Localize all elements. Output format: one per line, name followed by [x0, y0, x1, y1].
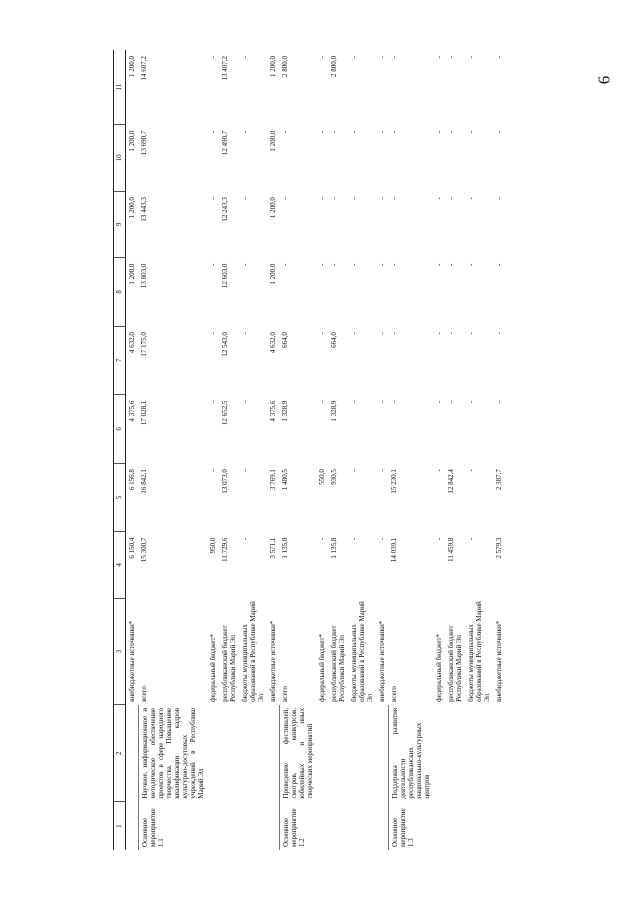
measure-cell — [328, 802, 348, 850]
amount-cell: - — [378, 537, 387, 540]
amount-cell: - — [208, 469, 217, 472]
amount-cell: - — [467, 56, 476, 59]
amount-cell: - — [281, 197, 290, 200]
amount-cell: 12 842,4 — [447, 469, 456, 494]
table-row — [239, 50, 267, 850]
amount-cell: 1 200,0 — [128, 130, 136, 152]
budget-table — [113, 50, 505, 850]
amount-cell: 2 800,0 — [329, 56, 338, 77]
amount-cell: - — [378, 197, 387, 200]
funding-source-cell: федеральный бюджет* — [208, 633, 217, 702]
amount-cell: 1 200,0 — [128, 56, 136, 77]
amount-cell: 11 459,8 — [447, 537, 456, 562]
amount-cell: - — [317, 263, 326, 266]
funding-source-cell: бюджеты муниципальных образований в Республике Марий Эл — [350, 601, 375, 702]
amount-cell: 664,0 — [281, 332, 290, 348]
amount-cell: - — [467, 263, 476, 266]
amount-cell: - — [350, 537, 359, 540]
amount-cell: - — [435, 130, 443, 134]
amount-cell: 1 135,8 — [329, 537, 338, 559]
measure-cell — [219, 802, 239, 850]
amount-cell: - — [281, 130, 290, 134]
measure-cell — [239, 802, 267, 850]
amount-cell: - — [447, 56, 456, 59]
amount-cell: - — [241, 400, 250, 403]
funding-source-cell: всего — [281, 686, 290, 702]
table-row — [328, 50, 348, 850]
amount-cell: 15 300,7 — [140, 537, 149, 563]
measure-name-cell — [126, 705, 139, 802]
amount-cell: - — [350, 400, 359, 403]
amount-cell: - — [435, 400, 443, 403]
measure-cell — [126, 802, 139, 850]
column-header-5: 5 — [114, 463, 126, 532]
amount-cell: - — [208, 56, 217, 59]
amount-cell: - — [435, 332, 443, 335]
amount-cell: - — [317, 56, 326, 59]
amount-cell: - — [241, 537, 250, 540]
measure-name-cell — [445, 705, 465, 802]
funding-source-cell: внебюджетные источники* — [269, 620, 278, 702]
funding-source-cell: внебюджетные источники* — [378, 620, 387, 702]
funding-source-cell: внебюджетные источники* — [128, 620, 136, 702]
funding-source-cell: федеральный бюджет* — [435, 633, 443, 702]
amount-cell: - — [390, 332, 399, 335]
amount-cell: 1 200,0 — [128, 197, 136, 219]
amount-cell: - — [208, 197, 217, 200]
funding-source-cell: республиканский бюджет Республики Марий Эл — [329, 625, 347, 702]
amount-cell: - — [241, 130, 250, 134]
measure-cell — [376, 802, 388, 850]
amount-cell: 13 407,2 — [220, 56, 229, 81]
amount-cell: 2 387,7 — [495, 469, 504, 491]
table-row — [207, 50, 219, 850]
amount-cell: - — [317, 537, 326, 540]
amount-cell: - — [378, 469, 387, 472]
measure-cell: Основное мероприятие 1.3 — [388, 802, 433, 850]
amount-cell: 1 328,9 — [281, 400, 290, 422]
measure-name-cell — [207, 705, 219, 802]
amount-cell: - — [467, 469, 476, 472]
table-header-row — [114, 50, 126, 850]
amount-cell: - — [378, 130, 387, 134]
amount-cell: - — [350, 263, 359, 266]
measure-name-cell — [493, 705, 505, 802]
amount-cell: - — [390, 130, 399, 134]
amount-cell: - — [317, 332, 326, 335]
amount-cell: - — [447, 197, 456, 200]
amount-cell: - — [495, 197, 504, 200]
table-row — [433, 50, 445, 850]
measure-cell: Основное мероприятие 1.1 — [138, 802, 207, 850]
amount-cell: - — [208, 263, 217, 266]
column-header-1: 1 — [114, 802, 126, 850]
amount-cell: - — [350, 197, 359, 200]
table-row — [138, 50, 207, 850]
amount-cell: 12 543,0 — [220, 332, 229, 357]
amount-cell: 1 200,0 — [128, 263, 136, 285]
amount-cell: - — [350, 130, 359, 134]
amount-cell: - — [350, 332, 359, 335]
amount-cell: - — [467, 537, 476, 540]
amount-cell: - — [495, 130, 504, 134]
amount-cell: - — [390, 197, 399, 200]
page-number: 6 — [594, 75, 614, 85]
measure-name-cell — [316, 705, 328, 802]
amount-cell: 13 690,7 — [140, 130, 149, 156]
amount-cell: 12 490,7 — [220, 130, 229, 156]
amount-cell: - — [241, 332, 250, 335]
amount-cell: - — [208, 332, 217, 335]
amount-cell: - — [378, 56, 387, 59]
column-header-4: 4 — [114, 532, 126, 598]
measure-name-cell — [219, 705, 239, 802]
measure-cell — [433, 802, 445, 850]
measure-cell — [348, 802, 376, 850]
amount-cell: - — [495, 263, 504, 266]
column-header-6: 6 — [114, 395, 126, 464]
amount-cell: 1 200,0 — [269, 263, 278, 285]
amount-cell: 950,0 — [208, 537, 217, 554]
amount-cell: - — [350, 56, 359, 59]
funding-source-cell: внебюджетные источники* — [495, 620, 504, 702]
amount-cell: - — [350, 469, 359, 472]
amount-cell: 1 200,0 — [269, 197, 278, 219]
table-row — [126, 50, 139, 850]
amount-cell: - — [447, 332, 456, 335]
table-body — [126, 50, 506, 850]
column-header-3: 3 — [114, 598, 126, 705]
amount-cell: 3 769,1 — [269, 469, 278, 491]
amount-cell: 4 632,0 — [269, 332, 278, 354]
amount-cell: 1 480,5 — [281, 469, 290, 491]
amount-cell: - — [378, 400, 387, 403]
column-header-9: 9 — [114, 191, 126, 257]
amount-cell: - — [495, 332, 504, 335]
budget-table-container — [113, 50, 591, 850]
funding-source-cell: всего — [390, 686, 399, 702]
table-row — [348, 50, 376, 850]
amount-cell: - — [317, 130, 326, 134]
funding-source-cell: республиканский бюджет Республики Марий Эл — [447, 625, 464, 702]
amount-cell: - — [467, 400, 476, 403]
table-row — [279, 50, 316, 850]
amount-cell: - — [390, 263, 399, 266]
amount-cell: - — [329, 130, 338, 134]
funding-source-cell: бюджеты муниципальных образований в Республике Марий Эл — [467, 601, 492, 702]
amount-cell: - — [435, 56, 443, 59]
amount-cell: 16 842,1 — [140, 469, 149, 494]
measure-name-cell: Научное, информационное и методическое обеспечение проектов в сфере народного творчества. Повышение квалификации кадров культурно-досуговых учреждений в Республике Марий Эл — [138, 705, 207, 802]
column-header-10: 10 — [114, 125, 126, 191]
table-row — [267, 50, 279, 850]
amount-cell: - — [447, 400, 456, 403]
amount-cell: - — [495, 56, 504, 59]
column-header-8: 8 — [114, 258, 126, 327]
measure-name-cell — [433, 705, 445, 802]
table-row — [445, 50, 465, 850]
amount-cell: - — [467, 332, 476, 335]
measure-name-cell: Поддержка развития деятельности республиканских национально-культурных центров — [388, 705, 433, 802]
measure-name-cell — [267, 705, 279, 802]
amount-cell: - — [329, 263, 338, 266]
amount-cell: - — [281, 263, 290, 266]
funding-source-cell: республиканский бюджет Республики Марий Эл — [220, 625, 238, 702]
amount-cell: - — [241, 197, 250, 200]
measure-cell: Основное мероприятие 1.2 — [279, 802, 316, 850]
amount-cell: 12 652,5 — [220, 400, 229, 426]
funding-source-cell: федеральный бюджет* — [317, 633, 326, 702]
measure-name-cell — [328, 705, 348, 802]
amount-cell: - — [317, 197, 326, 200]
table-row — [388, 50, 433, 850]
table-row — [316, 50, 328, 850]
column-header-11: 11 — [114, 50, 126, 125]
measure-name-cell — [465, 705, 493, 802]
amount-cell: 550,0 — [317, 469, 326, 485]
amount-cell: 6 156,8 — [128, 469, 136, 491]
amount-cell: 4 375,6 — [269, 400, 278, 422]
amount-cell: - — [378, 332, 387, 335]
table-row — [219, 50, 239, 850]
amount-cell: - — [390, 400, 399, 403]
amount-cell: - — [208, 400, 217, 403]
measure-cell — [493, 802, 505, 850]
measure-name-cell — [376, 705, 388, 802]
amount-cell: - — [447, 263, 456, 266]
funding-source-cell: бюджеты муниципальных образований в Республике Марий Эл — [241, 601, 266, 702]
amount-cell: 3 571,1 — [269, 537, 278, 559]
amount-cell: - — [241, 263, 250, 266]
amount-cell: - — [435, 537, 443, 540]
amount-cell: - — [208, 130, 217, 134]
amount-cell: 13 443,3 — [140, 197, 149, 222]
amount-cell: - — [435, 197, 443, 200]
amount-cell: 4 375,6 — [128, 400, 136, 422]
amount-cell: - — [467, 130, 476, 134]
amount-cell: - — [467, 197, 476, 200]
amount-cell: - — [317, 400, 326, 403]
amount-cell: 17 028,1 — [140, 400, 149, 426]
measure-cell — [445, 802, 465, 850]
amount-cell: 14 039,1 — [390, 537, 399, 563]
amount-cell: - — [495, 400, 504, 403]
amount-cell: - — [435, 469, 443, 472]
table-row — [493, 50, 505, 850]
amount-cell: 15 230,1 — [390, 469, 399, 494]
table-row — [465, 50, 493, 850]
funding-source-cell: всего — [140, 686, 149, 702]
measure-name-cell: Проведение фестивалей, смотров, конкурсов, юбилейных и иных творческих мероприятий — [279, 705, 316, 802]
amount-cell: 2 800,0 — [281, 56, 290, 77]
amount-cell: 4 632,0 — [128, 332, 136, 354]
amount-cell: - — [241, 469, 250, 472]
amount-cell: 13 803,0 — [140, 263, 149, 289]
amount-cell: 1 135,8 — [281, 537, 290, 559]
amount-cell: 2 579,3 — [495, 537, 504, 559]
amount-cell: - — [447, 130, 456, 134]
amount-cell: 930,5 — [329, 469, 338, 485]
measure-name-cell — [239, 705, 267, 802]
amount-cell: 6 150,4 — [128, 537, 136, 559]
amount-cell: - — [378, 263, 387, 266]
amount-cell: 1 200,0 — [269, 56, 278, 77]
column-header-2: 2 — [114, 705, 126, 802]
amount-cell: 12 603,0 — [220, 263, 229, 289]
amount-cell: 13 073,0 — [220, 469, 229, 494]
amount-cell: - — [435, 263, 443, 266]
measure-cell — [207, 802, 219, 850]
amount-cell: 11 729,6 — [220, 537, 229, 562]
amount-cell: 1 328,9 — [329, 400, 338, 422]
column-header-7: 7 — [114, 326, 126, 395]
table-row — [376, 50, 388, 850]
amount-cell: - — [241, 56, 250, 59]
measure-cell — [267, 802, 279, 850]
amount-cell: 14 607,2 — [140, 56, 149, 81]
amount-cell: 1 200,0 — [269, 130, 278, 152]
measure-name-cell — [348, 705, 376, 802]
measure-cell — [316, 802, 328, 850]
measure-cell — [465, 802, 493, 850]
amount-cell: - — [390, 56, 399, 59]
amount-cell: 12 243,3 — [220, 197, 229, 222]
amount-cell: - — [329, 197, 338, 200]
amount-cell: 664,0 — [329, 332, 338, 348]
amount-cell: 17 175,0 — [140, 332, 149, 357]
